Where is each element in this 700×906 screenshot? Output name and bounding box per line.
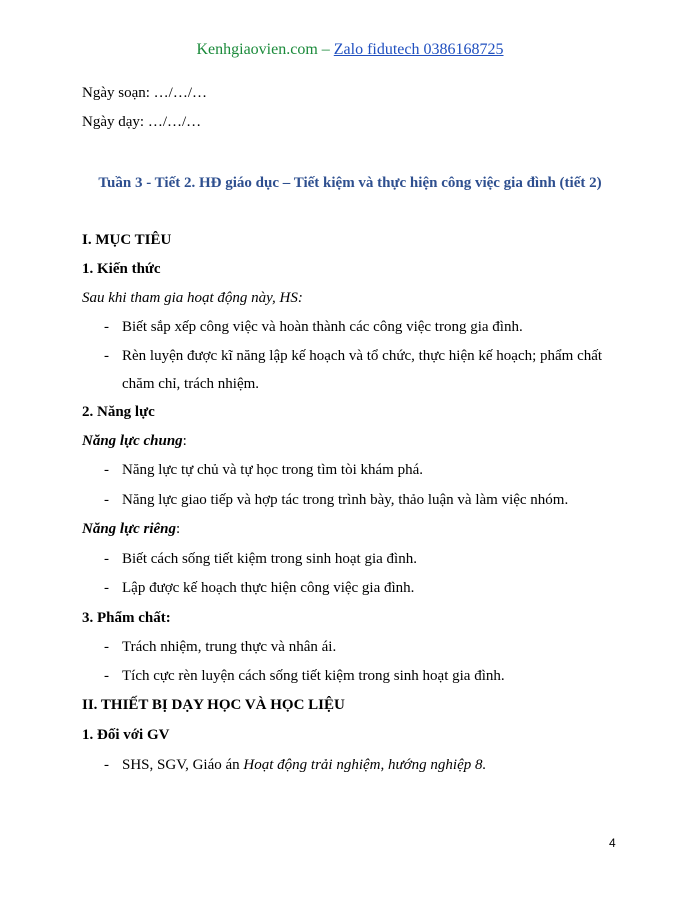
bullet-dash: - <box>104 639 109 655</box>
page-header <box>0 41 700 59</box>
qualities-item-1: Trách nhiệm, trung thực và nhân ái. <box>122 639 337 655</box>
teacher-item-1: SHS, SGV, Giáo án Hoạt động trải nghiệm, hướng nghiệp 8. <box>122 757 487 773</box>
teacher-heading: 1. Đối với GV <box>82 727 170 743</box>
general-item-1: Năng lực tự chủ và tự học trong tìm tòi khám phá. <box>122 462 423 478</box>
knowledge-intro: Sau khi tham gia hoạt động này, HS: <box>82 290 303 306</box>
bullet-dash: - <box>104 348 109 364</box>
bullet-dash: - <box>104 580 109 596</box>
header-site[interactable]: Kenhgiaovien.com <box>196 41 318 58</box>
section2-heading: II. THIẾT BỊ DẠY HỌC VÀ HỌC LIỆU <box>82 697 345 713</box>
specific-item-1: Biết cách sống tiết kiệm trong sinh hoạt gia đình. <box>122 551 417 567</box>
knowledge-heading: 1. Kiến thức <box>82 261 161 277</box>
bullet-dash: - <box>104 319 109 335</box>
specific-item-2: Lập được kế hoạch thực hiện công việc gia đình. <box>122 580 415 596</box>
date-prepare: Ngày soạn: …/…/… <box>82 85 207 101</box>
knowledge-item-2: Rèn luyện được kĩ năng lập kế hoạch và tổ chức, thực hiện kế hoạch; phẩm chất chăm chỉ, trách nhiệm. <box>122 348 603 392</box>
qualities-item-2: Tích cực rèn luyện cách sống tiết kiệm trong sinh hoạt gia đình. <box>122 668 505 684</box>
header-zalo-link[interactable]: Zalo fidutech 0386168725 <box>333 41 504 58</box>
date-teach: Ngày dạy: …/…/… <box>82 114 202 130</box>
section1-heading: I. MỤC TIÊU <box>82 232 172 248</box>
lesson-title: Tuần 3 - Tiết 2. HĐ giáo dục – Tiết kiệm và thực hiện công việc gia đình (tiết 2) <box>98 175 602 191</box>
general-item-2: Năng lực giao tiếp và hợp tác trong trình bày, thảo luận và làm việc nhóm. <box>122 492 569 508</box>
general-competence-label: Năng lực chung: <box>82 433 187 449</box>
bullet-dash: - <box>104 462 109 478</box>
bullet-dash: - <box>104 668 109 684</box>
specific-competence-label: Năng lực riêng: <box>82 521 181 537</box>
bullet-dash: - <box>104 492 109 508</box>
bullet-dash: - <box>104 757 109 773</box>
bullet-dash: - <box>104 551 109 567</box>
competence-heading: 2. Năng lực <box>82 404 155 420</box>
header-separator: – <box>317 41 334 58</box>
knowledge-item-1: Biết sắp xếp công việc và hoàn thành các công việc trong gia đình. <box>122 319 523 335</box>
qualities-heading: 3. Phẩm chất: <box>82 610 171 626</box>
page-number: 4 <box>609 836 616 850</box>
